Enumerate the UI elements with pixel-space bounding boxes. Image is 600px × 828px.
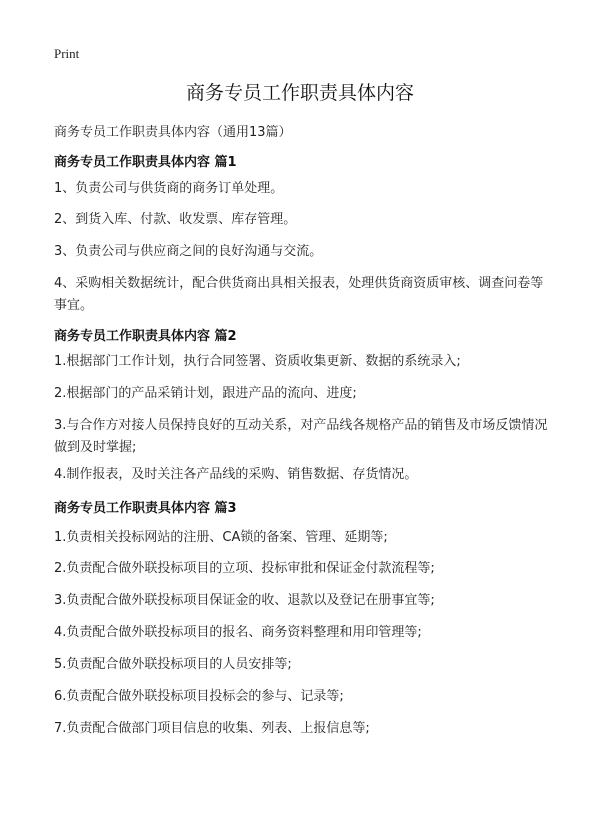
list-item: 1.负责相关投标网站的注册、CA锁的备案、管理、延期等;: [54, 530, 388, 545]
list-item: 3.负责配合做外联投标项目保证金的收、退款以及登记在册事宜等;: [54, 593, 435, 608]
list-item: 4、采购相关数据统计，配合供货商出具相关报表，处理供货商资质审核、调查问卷等事宜。: [54, 276, 544, 313]
list-item: 3.与合作方对接人员保持良好的互动关系，对产品线各规格产品的销售及市场反馈情况做到及时掌握;: [54, 418, 548, 455]
list-item: 4.制作报表，及时关注各产品线的采购、销售数据、存货情况。: [54, 467, 418, 482]
list-item: 6.负责配合做外联投标项目投标会的参与、记录等;: [54, 689, 344, 704]
document-subtitle: 商务专员工作职责具体内容（通用13篇）: [54, 125, 292, 140]
list-item: 1、负责公司与供货商的商务订单处理。: [54, 181, 284, 196]
list-item: 5.负责配合做外联投标项目的人员安排等;: [54, 657, 292, 672]
section-heading-2: 商务专员工作职责具体内容 篇2: [54, 329, 237, 344]
list-item: 1.根据部门工作计划，执行合同签署、资质收集更新、数据的系统录入;: [54, 354, 461, 369]
section-heading-3: 商务专员工作职责具体内容 篇3: [54, 501, 237, 516]
section-heading-1: 商务专员工作职责具体内容 篇1: [54, 155, 237, 170]
list-item: 2.根据部门的产品采销计划，跟进产品的流向、进度;: [54, 386, 357, 401]
list-item: 4.负责配合做外联投标项目的报名、商务资料整理和用印管理等;: [54, 625, 422, 640]
list-item: 3、负责公司与供应商之间的良好沟通与交流。: [54, 244, 323, 259]
list-item: 2、到货入库、付款、收发票、库存管理。: [54, 212, 297, 227]
list-item: 7.负责配合做部门项目信息的收集、列表、上报信息等;: [54, 721, 370, 736]
print-link[interactable]: Print: [54, 46, 80, 61]
list-item: 2.负责配合做外联投标项目的立项、投标审批和保证金付款流程等;: [54, 561, 435, 576]
document-title: 商务专员工作职责具体内容: [185, 82, 414, 104]
